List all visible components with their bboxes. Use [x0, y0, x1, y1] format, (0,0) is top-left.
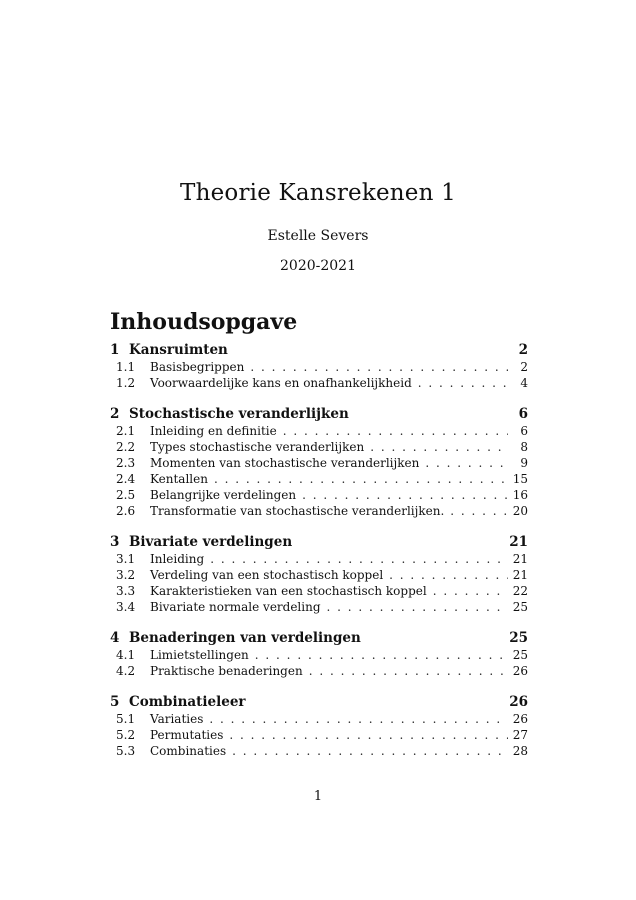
toc-subsection-entry[interactable] [110, 551, 528, 567]
section-number: 1 [110, 342, 120, 358]
section-title: Stochastische veranderlijken [129, 406, 349, 422]
subsection-page-number: 22 [512, 584, 528, 598]
subsection-number: 2.6 [116, 504, 136, 518]
subsection-page-number: 26 [512, 664, 528, 678]
section-page-number: 21 [509, 534, 528, 550]
toc-subsection-entry[interactable] [110, 599, 528, 615]
subsection-title: Verdeling van een stochastisch koppel [150, 568, 384, 582]
subsection-number: 2.3 [116, 456, 136, 470]
subsection-page-number: 26 [512, 712, 528, 726]
subsection-number: 1.1 [116, 360, 136, 374]
subsection-page-number: 9 [520, 456, 528, 470]
dot-leader [425, 455, 508, 471]
document-title: Theorie Kansrekenen 1 [180, 180, 456, 206]
toc-subsection-entry[interactable] [110, 455, 528, 471]
subsection-title: Limietstellingen [150, 648, 249, 662]
section-page-number: 2 [518, 342, 528, 358]
subsection-number: 2.5 [116, 488, 136, 502]
toc-subsection-entry[interactable] [110, 711, 528, 727]
subsection-number: 5.3 [116, 744, 136, 758]
toc-section [110, 533, 528, 615]
subsection-title: Basisbegrippen [150, 360, 245, 374]
subsection-number: 5.2 [116, 728, 136, 742]
dot-leader [209, 711, 508, 727]
subsection-page-number: 27 [512, 728, 528, 742]
dot-leader [229, 727, 508, 743]
section-number: 2 [110, 406, 120, 422]
section-number: 5 [110, 694, 120, 710]
toc-section [110, 405, 528, 519]
subsection-number: 4.2 [116, 664, 136, 678]
subsection-page-number: 2 [520, 360, 528, 374]
section-page-number: 6 [518, 406, 528, 422]
dot-leader [214, 471, 508, 487]
subsection-title: Permutaties [150, 728, 224, 742]
subsection-number: 2.1 [116, 424, 136, 438]
toc-section [110, 693, 528, 759]
toc-subsection-entry[interactable] [110, 359, 528, 375]
toc-subsection-entry[interactable] [110, 727, 528, 743]
dot-leader [210, 551, 508, 567]
dot-leader [418, 375, 508, 391]
dot-leader [370, 439, 508, 455]
subsection-page-number: 21 [512, 552, 528, 566]
dot-leader [433, 583, 508, 599]
dot-leader [283, 423, 508, 439]
section-title: Combinatieleer [129, 694, 246, 710]
dot-leader [232, 743, 508, 759]
toc-subsection-entry[interactable] [110, 487, 528, 503]
subsection-title: Voorwaardelijke kans en onafhankelijkheid [150, 376, 412, 390]
toc-heading: Inhoudsopgave [110, 309, 298, 335]
toc-subsection-entry[interactable] [110, 583, 528, 599]
dot-leader [309, 663, 508, 679]
toc-subsection-entry[interactable] [110, 375, 528, 391]
subsection-number: 4.1 [116, 648, 136, 662]
toc-section [110, 629, 528, 679]
subsection-number: 2.4 [116, 472, 136, 486]
section-number: 3 [110, 534, 120, 550]
subsection-title: Inleiding en definitie [150, 424, 277, 438]
subsection-page-number: 4 [520, 376, 528, 390]
subsection-title: Types stochastische veranderlijken [150, 440, 365, 454]
subsection-page-number: 20 [512, 504, 528, 518]
toc-section [110, 341, 528, 391]
subsection-page-number: 15 [512, 472, 528, 486]
document-author: Estelle Severs [267, 228, 369, 244]
section-title: Bivariate verdelingen [129, 534, 293, 550]
subsection-title: Bivariate normale verdeling [150, 600, 321, 614]
section-title: Kansruimten [129, 342, 228, 358]
section-page-number: 25 [509, 630, 528, 646]
section-number: 4 [110, 630, 120, 646]
toc-subsection-entry[interactable] [110, 423, 528, 439]
subsection-number: 5.1 [116, 712, 136, 726]
subsection-title: Inleiding [150, 552, 205, 566]
subsection-number: 3.2 [116, 568, 136, 582]
subsection-page-number: 16 [512, 488, 528, 502]
subsection-title: Transformatie van stochastische veranderlijken. [150, 504, 445, 518]
dot-leader [250, 359, 508, 375]
section-title: Benaderingen van verdelingen [129, 630, 361, 646]
subsection-number: 3.1 [116, 552, 136, 566]
toc-section-entry[interactable] [110, 533, 528, 551]
subsection-title: Combinaties [150, 744, 227, 758]
subsection-page-number: 25 [512, 648, 528, 662]
toc-subsection-entry[interactable] [110, 743, 528, 759]
subsection-page-number: 25 [512, 600, 528, 614]
subsection-title: Karakteristieken van een stochastisch koppel [150, 584, 427, 598]
document-year: 2020-2021 [280, 258, 356, 274]
subsection-title: Kentallen [150, 472, 208, 486]
toc-section-entry[interactable] [110, 693, 528, 711]
subsection-title: Momenten van stochastische veranderlijken [150, 456, 420, 470]
subsection-number: 1.2 [116, 376, 136, 390]
toc-section-entry[interactable] [110, 405, 528, 423]
toc-section-entry[interactable] [110, 341, 528, 359]
subsection-page-number: 28 [512, 744, 528, 758]
toc-subsection-entry[interactable] [110, 567, 528, 583]
dot-leader [389, 567, 508, 583]
subsection-title: Variaties [150, 712, 204, 726]
dot-leader [327, 599, 508, 615]
dot-leader [450, 503, 508, 519]
dot-leader [255, 647, 508, 663]
section-page-number: 26 [509, 694, 528, 710]
toc-subsection-entry[interactable] [110, 471, 528, 487]
subsection-title: Belangrijke verdelingen [150, 488, 297, 502]
subsection-page-number: 21 [512, 568, 528, 582]
toc-subsection-entry[interactable] [110, 647, 528, 663]
dot-leader [302, 487, 508, 503]
subsection-number: 3.3 [116, 584, 136, 598]
page-number: 1 [313, 789, 323, 804]
subsection-number: 2.2 [116, 440, 136, 454]
subsection-title: Praktische benaderingen [150, 664, 303, 678]
toc-subsection-entry[interactable] [110, 663, 528, 679]
toc-subsection-entry[interactable] [110, 439, 528, 455]
toc-subsection-entry[interactable] [110, 503, 528, 519]
subsection-page-number: 8 [520, 440, 528, 454]
subsection-page-number: 6 [520, 424, 528, 438]
subsection-number: 3.4 [116, 600, 136, 614]
toc-section-entry[interactable] [110, 629, 528, 647]
table-of-contents [110, 341, 528, 773]
